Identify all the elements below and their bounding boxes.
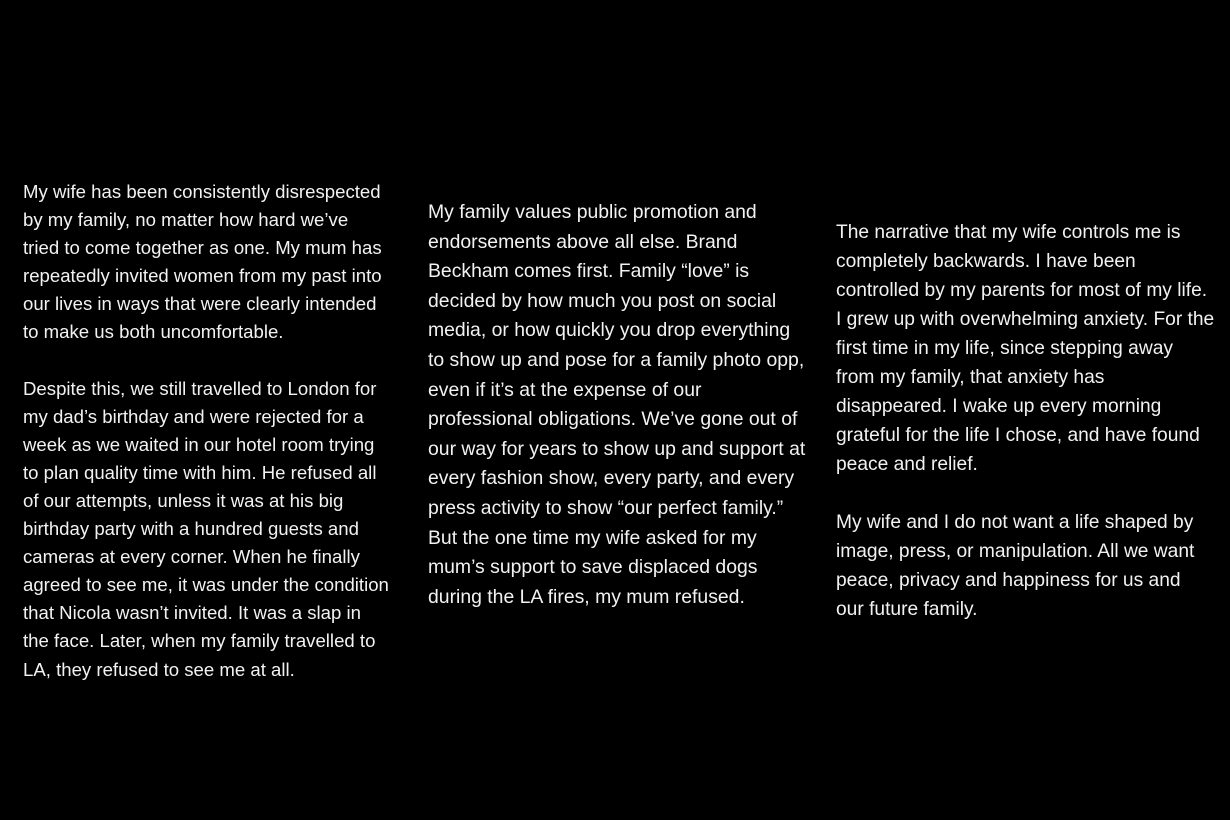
paragraph-spacer — [836, 479, 1226, 508]
text-line: disappeared. I wake up every morning — [836, 396, 1162, 417]
text-line: peace, privacy and happiness for us and — [836, 570, 1181, 591]
text-line: first time in my life, since stepping away — [836, 338, 1173, 359]
column-left — [23, 178, 403, 684]
text-line: completely backwards. I have been — [836, 251, 1136, 272]
text-line: the face. Later, when my family travelled to — [23, 630, 376, 652]
text-line: to show up and pose for a family photo opp, — [428, 348, 805, 371]
text-line: decided by how much you post on social — [428, 289, 777, 312]
text-line: I grew up with overwhelming anxiety. For the — [836, 309, 1215, 330]
text-line: that Nicola wasn’t invited. It was a slap in — [23, 602, 361, 624]
text-line: My wife and I do not want a life shaped by — [836, 512, 1194, 533]
paragraph — [836, 218, 1226, 479]
text-line: week as we waited in our hotel room trying — [23, 433, 375, 455]
text-line: our lives in ways that were clearly intended — [23, 293, 377, 315]
text-line: mum’s support to save displaced dogs — [428, 556, 758, 579]
text-line: peace and relief. — [836, 454, 978, 475]
text-line: cameras at every corner. When he finally — [23, 546, 360, 568]
text-line: during the LA fires, my mum refused. — [428, 585, 745, 608]
text-line: controlled by my parents for most of my life. — [836, 280, 1208, 301]
text-line: repeatedly invited women from my past into — [23, 265, 382, 287]
text-line: by my family, no matter how hard we’ve — [23, 209, 349, 231]
paragraph — [428, 198, 823, 612]
text-line: birthday party with a hundred guests and — [23, 518, 359, 540]
text-line: our way for years to show up and support at — [428, 437, 806, 460]
paragraph — [23, 375, 403, 684]
text-line: tried to come together as one. My mum has — [23, 237, 382, 259]
text-line: to make us both uncomfortable. — [23, 321, 284, 343]
text-line: press activity to show “our perfect family.” — [428, 496, 784, 519]
text-line: of our attempts, unless it was at his big — [23, 489, 344, 511]
paragraph — [836, 508, 1226, 624]
text-line: our future family. — [836, 599, 978, 620]
column-right — [836, 218, 1226, 624]
text-line: My family values public promotion and — [428, 201, 757, 223]
paragraph-spacer — [23, 347, 403, 375]
text-line: But the one time my wife asked for my — [428, 526, 757, 549]
text-line: The narrative that my wife controls me is — [836, 222, 1181, 243]
text-line: grateful for the life I chose, and have found — [836, 425, 1200, 446]
text-line: image, press, or manipulation. All we want — [836, 541, 1195, 562]
text-line: professional obligations. We’ve gone out of — [428, 408, 798, 431]
text-line: media, or how quickly you drop everything — [428, 319, 791, 342]
text-line: even if it’s at the expense of our — [428, 378, 702, 401]
text-line: from my family, that anxiety has — [836, 367, 1105, 388]
text-line: LA, they refused to see me at all. — [23, 658, 295, 680]
text-line: every fashion show, every party, and every — [428, 467, 795, 490]
text-line: to plan quality time with him. He refused all — [23, 461, 377, 483]
paragraph — [23, 178, 403, 347]
text-line: endorsements above all else. Brand — [428, 230, 738, 253]
text-line: Despite this, we still travelled to London for — [23, 377, 377, 399]
text-line: My wife has been consistently disrespected — [23, 181, 381, 202]
text-line: Beckham comes first. Family “love” is — [428, 260, 750, 283]
column-middle — [428, 198, 823, 612]
text-line: my dad’s birthday and were rejected for a — [23, 405, 364, 427]
text-line: agreed to see me, it was under the condition — [23, 574, 389, 596]
